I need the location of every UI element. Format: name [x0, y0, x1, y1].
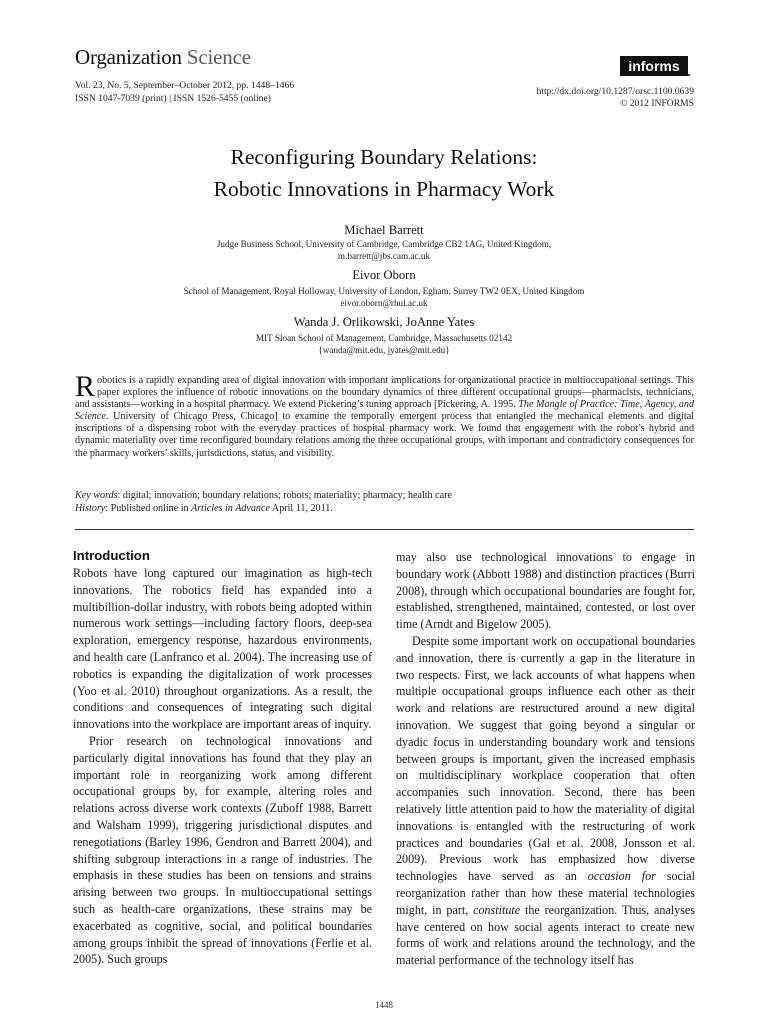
article-title-line2: Robotic Innovations in Pharmacy Work	[213, 177, 555, 201]
abstract-text: obotics is a rapidly expanding area of digital innovation with important implications for organizational practice in multioccupational settings. This paper explores the influence of robotic innovations on the boundary dynamics of three different occupational groups—pharmacists, technicians, and assistants—working in a hospital pharmacy. We extend Pickering’s tuning approach [Pickering, A. 1995.	[75, 375, 694, 411]
right-column	[396, 549, 695, 969]
history-date: April 11, 2011.	[269, 503, 333, 514]
section-divider	[75, 529, 694, 530]
emphasis: occasion for	[587, 869, 656, 884]
paragraph: Robots have long captured our imagination as high-tech innovations. The robotics field has expanded into a multibillion-dollar industry, with robots being adopted within numerous work settings—including factory floors, deep-sea exploration, emergency response, hazardous environments, and health care (Lanfranco et al. 2004). The increasing use of robotics is expanding the digitalization of work processes (Yoo et al. 2010) throughout organizations. As a result, the conditions and consequences of integrating such digital innovations into the workplace are important areas of inquiry.	[73, 566, 372, 732]
history-venue: Articles in Advance	[191, 503, 270, 514]
author-name: Michael Barrett	[344, 223, 424, 237]
copyright: © 2012 INFORMS	[620, 98, 694, 109]
issn-line: ISSN 1047-7039 (print) | ISSN 1526-5455 (online)	[75, 93, 271, 104]
author-email[interactable]: m.barrett@jbs.cam.ac.uk	[337, 251, 431, 261]
informs-logo	[620, 54, 690, 78]
volume-line: Vol. 23, No. 5, September–October 2012, pp. 1448–1466	[75, 80, 295, 91]
paragraph-text: social reorganization rather than how these material technologies might, in part,	[396, 869, 695, 917]
keywords-text: : digital; innovation; boundary relations; robots; materiality; pharmacy; health care	[117, 490, 452, 501]
author-affiliation: Judge Business School, University of Cambridge, Cambridge CB2 1AG, United Kingdom,	[216, 239, 552, 249]
author-affiliation: MIT Sloan School of Management, Cambridge, Massachusetts 02142	[255, 333, 513, 343]
author-email[interactable]: eivor.oborn@rhul.ac.uk	[340, 298, 428, 308]
article-title	[0, 141, 768, 205]
author-affiliation: School of Management, Royal Holloway, University of London, Egham, Surrey TW2 0EX, United Kingdom	[183, 286, 585, 296]
abstract-dropcap: R	[75, 370, 96, 403]
history-label: History	[75, 503, 106, 514]
page-number: 1448	[375, 1000, 393, 1010]
journal-title-science: Science	[186, 45, 251, 69]
history-text: : Published online in	[105, 503, 192, 514]
history	[75, 503, 694, 515]
paragraph-text: the reorganization. Thus, analyses have centered on how social agents interact to create new forms of work and relations around the technology, and the material performance of the technology itself has	[396, 902, 695, 968]
author-name: Wanda J. Orlikowski, JoAnne Yates	[293, 315, 475, 329]
paragraph: Prior research on technological innovations and particularly digital innovations has found that they play an important role in reorganizing work among different occupational groups by, for example, altering roles and relations across diverse work contexts (Zuboff 1988, Barrett and Walsham 1999), triggering jurisdictional disputes and renegotiations (Barley 1996, Gendron and Barrett 2004), and shifting subgroup interactions in a range of industries. The emphasis in these studies has been on tensions and strains arising between two groups. In multioccupational settings such as health-care organizations, these strains may be exacerbated as cognitive, social, and political boundaries among groups inhibit the spread of innovations (Ferlie et al. 2005). Such groups	[73, 733, 372, 967]
keywords	[75, 490, 694, 502]
doi-link[interactable]: http://dx.doi.org/10.1287/orsc.1100.0639	[536, 86, 694, 97]
left-column	[73, 565, 372, 968]
journal-title-organization: Organization	[75, 45, 182, 69]
emphasis: constitute	[473, 902, 521, 917]
keywords-label: Key words	[75, 490, 118, 501]
journal-title	[75, 45, 251, 69]
author-name: Eivor Oborn	[352, 268, 416, 282]
paragraph: may also use technological innovations to engage in boundary work (Abbott 1988) and distinction practices (Burri 2008), through which occupational boundaries are fought for, established, strengthened, maintained, contested, or lost over time (Arndt and Bigelow 2005).	[396, 550, 695, 632]
abstract-text-cont: . University of Chicago Press, Chicago] to examine the temporally emergent process that entangled the mechanical elements and digital inscriptions of a dispensing robot with the everyday practices of hospital pharmacy work. We found that engagement with the robot’s hybrid and dynamic materiality over time reconfigured boundary relations among the three occupational groups, with important and contradictory consequences for the pharmacy workers’ skills, jurisdictions, status, and visibility.	[75, 411, 694, 459]
informs-logo-text: informs	[628, 58, 680, 74]
paragraph	[396, 633, 695, 969]
doi-block	[537, 86, 695, 110]
journal-meta	[75, 79, 294, 105]
section-heading: Introduction	[73, 548, 150, 563]
paragraph-text: Despite some important work on occupational boundaries and innovation, there is currently a gap in the literature in two respects. First, we lack accounts of what happens when multiple occupational groups influence each other as their work and relations are restructured around a new digital innovation. We suggest that going beyond a singular or dyadic focus in understanding boundary work and tensions between groups is important, given the increased emphasis on multidisciplinary workplace cooperation that often accompanies such innovation. Second, there has been relatively little attention paid to how the materiality of digital innovations is entangled with the restructuring of work practices and boundaries (Gal et al. 2008, Jonsson et al. 2009). Previous work has emphasized how diverse technologies have served as an	[396, 633, 695, 884]
abstract-book-title: The Mangle of Practice: Time, Agency, and Science	[75, 399, 695, 423]
author-email[interactable]: {wanda@mit.edu, jyates@mit.edu}	[318, 345, 450, 355]
abstract	[75, 370, 695, 460]
article-title-line1: Reconfiguring Boundary Relations:	[230, 145, 538, 169]
